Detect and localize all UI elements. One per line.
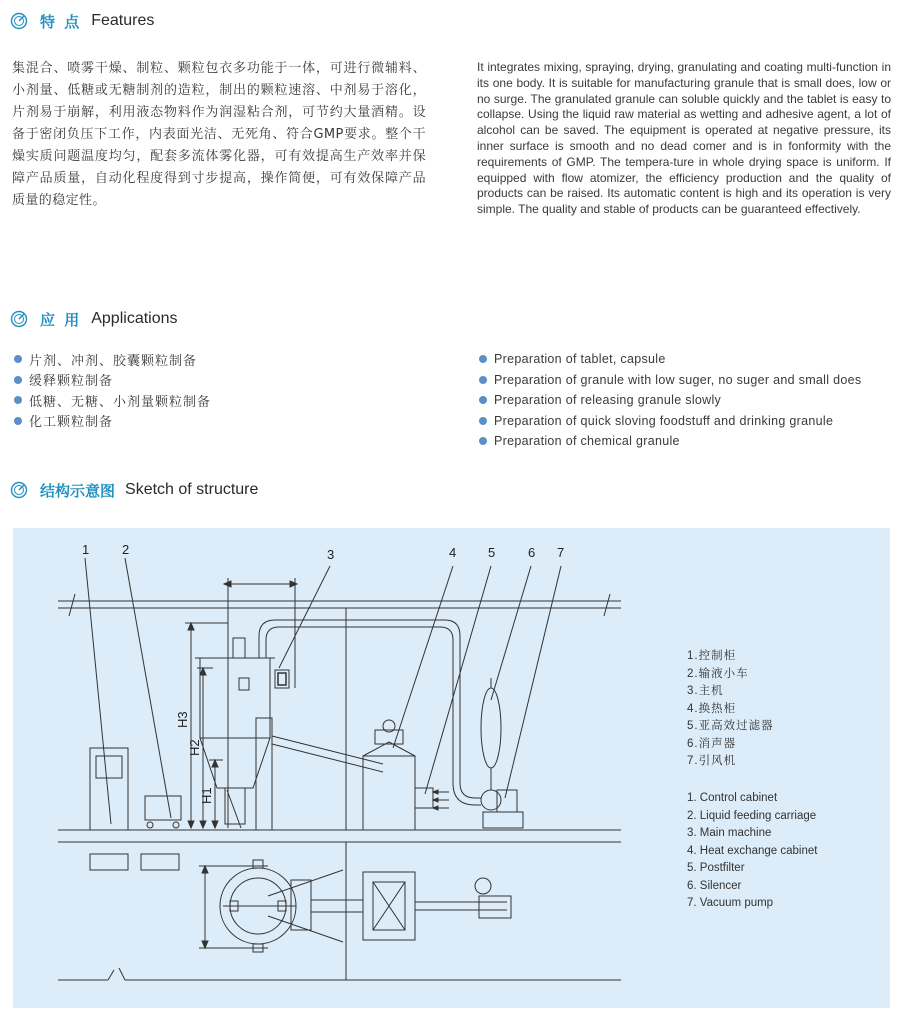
bullet-icon [14,376,22,384]
list-item: 化工颗粒制备 [14,411,211,432]
legend-item: 2. Liquid feeding carriage [687,809,817,822]
features-heading [10,10,154,32]
callout-number: 7 [557,545,565,560]
features-title-en: Features [91,12,155,29]
applications-list-en [479,349,861,452]
list-item: 缓释颗粒制备 [14,370,211,391]
bullet-icon [14,417,22,425]
sketch-heading [10,479,258,501]
sketch-title-cn: 结构示意图 [40,481,116,500]
legend-item: 3.主机 [687,685,724,697]
list-item: Preparation of tablet, capsule [479,349,861,370]
applications-title-cn: 应 用 [40,310,82,329]
features-text-en: It integrates mixing, spraying, drying, granulating and coating multi-function in its one body. It is suitable for manufacturing granule that is small does, low or no surge. The granulated granule can soluble quickly and the tablet is easy to collapse. Using the liquid raw material as wetting and adhesive agent, a lot of alcohol can be saved. The equipment is operated at negative pressure, its inner surface is smooth and no dead comer and is in fonformity with the requirements of GMP. The tempera-ture in whole drying space is uniform. If equipped with flow atomizer, the efficiency production and the quality of products can be raised. Its automatic content is high and its operation is very simple. The quality and stable of products can be guaranteed effectively. [477,60,891,217]
legend-item: 3. Main machine [687,827,772,839]
callout-number: 4 [449,545,457,560]
section-icon [10,12,28,30]
features-title-cn: 特 点 [40,12,82,31]
bullet-icon [14,396,22,404]
bullet-icon [479,376,487,384]
structure-sketch-panel [13,528,890,1008]
legend-item: 7.引风机 [687,755,737,767]
section-icon [10,310,28,328]
legend-item: 6. Silencer [687,879,742,892]
callout-number: 2 [122,542,130,557]
list-item: 低糖、无糖、小剂量颗粒制备 [14,390,211,411]
legend-item: 2.输液小车 [687,667,749,680]
section-icon [10,481,28,499]
callout-number: 1 [82,542,90,557]
list-item: Preparation of granule with low suger, no suger and small does [479,370,861,391]
legend-cn [687,648,774,771]
features-text-cn: 集混合、喷雾干燥、制粒、颗粒包衣多功能于一体，可进行微辅料、小剂量、低糖或无糖制剂的造粒，制出的颗粒速溶、中剂易于溶化，片剂易于崩解，利用液态物料作为润湿粘合剂，可节约大量酒精。设备于密闭负压下工作，内表面光洁、无死角、符合GMP要求。整个干燥实质问题温度均匀，配套多流体雾化器，可有效提高生产效率并保障产品质量，自动化程度得到寸步提高，操作简便，可有效保障产品质量的稳定性。 [12,61,426,208]
legend-item: 1.控制柜 [687,650,737,662]
legend-item: 7. Vacuum pump [687,897,774,909]
list-item: Preparation of chemical granule [479,431,861,452]
legend-item: 4.换热柜 [687,702,737,715]
applications-title-en: Applications [91,310,178,327]
legend-item: 4. Heat exchange cabinet [687,844,818,857]
bullet-icon [479,396,487,404]
sketch-title-en: Sketch of structure [125,481,259,498]
list-item: 片剂、冲剂、胶囊颗粒制备 [14,349,211,370]
bullet-icon [479,417,487,425]
callout-number: 5 [488,545,496,560]
list-item: Preparation of releasing granule slowly [479,390,861,411]
dimension-label: H3 [175,711,190,728]
callout-number: 6 [528,545,536,560]
legend-item: 6.消声器 [687,737,737,750]
legend-item: 1. Control cabinet [687,792,778,804]
bullet-icon [479,437,487,445]
legend-en [687,790,817,913]
applications-list-cn [14,349,211,431]
bullet-icon [14,355,22,363]
callout-number: 3 [327,547,335,562]
bullet-icon [479,355,487,363]
legend-item: 5.亚高效过滤器 [687,720,774,732]
applications-heading [10,308,178,330]
legend-item: 5. Postfilter [687,862,745,874]
dimension-label: H2 [187,739,202,756]
dimension-label: H1 [199,787,214,804]
list-item: Preparation of quick sloving foodstuff and drinking granule [479,411,861,432]
